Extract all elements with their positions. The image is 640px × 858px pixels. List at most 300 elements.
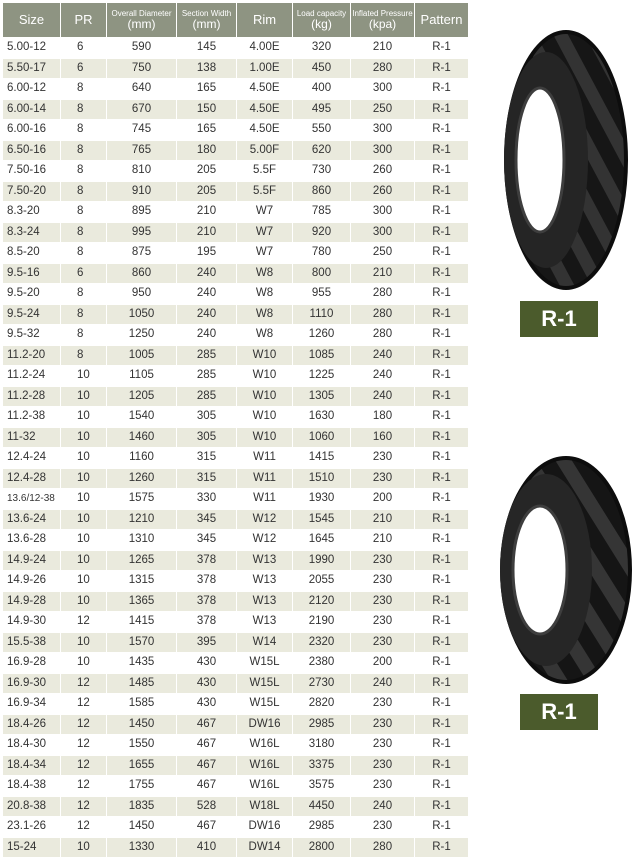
header-load-capacity — [293, 3, 351, 38]
table-row — [3, 653, 469, 674]
inflated-pressure-cell: 210 — [351, 38, 415, 59]
pr-cell: 10 — [61, 386, 107, 407]
pattern-cell: R-1 — [415, 530, 469, 551]
size-cell: 14.9-28 — [3, 591, 61, 612]
rim-cell: W14 — [237, 632, 293, 653]
pr-cell: 8 — [61, 345, 107, 366]
load-capacity-cell: 785 — [293, 202, 351, 223]
table-row — [3, 407, 469, 428]
size-cell: 15-24 — [3, 837, 61, 858]
size-cell: 18.4-30 — [3, 735, 61, 756]
pattern-cell: R-1 — [415, 796, 469, 817]
load-capacity-cell: 620 — [293, 140, 351, 161]
rim-cell: W10 — [237, 386, 293, 407]
section-width-cell: 240 — [177, 304, 237, 325]
size-cell: 7.50-16 — [3, 161, 61, 182]
table-row — [3, 468, 469, 489]
rim-cell: W16L — [237, 755, 293, 776]
pattern-cell: R-1 — [415, 345, 469, 366]
pattern-cell: R-1 — [415, 448, 469, 469]
rim-cell: W15L — [237, 653, 293, 674]
table-header-row — [3, 3, 469, 38]
overall-diameter-cell: 1415 — [107, 612, 177, 633]
rim-cell: DW14 — [237, 837, 293, 858]
section-width-cell: 378 — [177, 550, 237, 571]
load-capacity-cell: 800 — [293, 263, 351, 284]
pattern-cell: R-1 — [415, 284, 469, 305]
pattern-cell: R-1 — [415, 489, 469, 510]
section-width-cell: 345 — [177, 509, 237, 530]
load-capacity-cell: 1085 — [293, 345, 351, 366]
pattern-badge-top: R-1 — [520, 301, 598, 337]
table-row — [3, 509, 469, 530]
pr-cell: 12 — [61, 817, 107, 838]
inflated-pressure-cell: 250 — [351, 243, 415, 264]
overall-diameter-cell: 1160 — [107, 448, 177, 469]
table-row — [3, 243, 469, 264]
inflated-pressure-cell: 230 — [351, 632, 415, 653]
overall-diameter-cell: 1365 — [107, 591, 177, 612]
pr-cell: 10 — [61, 468, 107, 489]
load-capacity-cell: 1305 — [293, 386, 351, 407]
pattern-cell: R-1 — [415, 304, 469, 325]
rim-cell: W7 — [237, 222, 293, 243]
header-unit: (mm) — [127, 17, 156, 31]
load-capacity-cell: 920 — [293, 222, 351, 243]
load-capacity-cell: 550 — [293, 120, 351, 141]
header-label: Overall Diameter — [111, 9, 172, 18]
inflated-pressure-cell: 240 — [351, 673, 415, 694]
overall-diameter-cell: 1540 — [107, 407, 177, 428]
pattern-cell: R-1 — [415, 427, 469, 448]
section-width-cell: 240 — [177, 263, 237, 284]
load-capacity-cell: 3575 — [293, 776, 351, 797]
table-row — [3, 263, 469, 284]
rim-cell: 4.00E — [237, 38, 293, 59]
rim-cell: 5.5F — [237, 181, 293, 202]
rim-cell: 4.50E — [237, 79, 293, 100]
table-row — [3, 427, 469, 448]
pattern-cell: R-1 — [415, 755, 469, 776]
overall-diameter-cell: 1105 — [107, 366, 177, 387]
size-cell: 9.5-20 — [3, 284, 61, 305]
header-unit: (kg) — [311, 17, 332, 31]
rim-cell: 1.00E — [237, 58, 293, 79]
load-capacity-cell: 1510 — [293, 468, 351, 489]
pr-cell: 12 — [61, 735, 107, 756]
rim-cell: W18L — [237, 796, 293, 817]
section-width-cell: 315 — [177, 468, 237, 489]
section-width-cell: 305 — [177, 427, 237, 448]
overall-diameter-cell: 1575 — [107, 489, 177, 510]
rim-cell: 4.50E — [237, 120, 293, 141]
overall-diameter-cell: 1755 — [107, 776, 177, 797]
size-cell: 6.50-16 — [3, 140, 61, 161]
inflated-pressure-cell: 210 — [351, 509, 415, 530]
table-row — [3, 38, 469, 59]
inflated-pressure-cell: 230 — [351, 755, 415, 776]
overall-diameter-cell: 1205 — [107, 386, 177, 407]
pattern-cell: R-1 — [415, 653, 469, 674]
header-label: Inflated Pressure — [352, 9, 413, 18]
table-row — [3, 837, 469, 858]
overall-diameter-cell: 910 — [107, 181, 177, 202]
table-row — [3, 755, 469, 776]
size-cell: 14.9-26 — [3, 571, 61, 592]
pr-cell: 8 — [61, 325, 107, 346]
overall-diameter-cell: 810 — [107, 161, 177, 182]
pr-cell: 8 — [61, 243, 107, 264]
pattern-cell: R-1 — [415, 140, 469, 161]
inflated-pressure-cell: 300 — [351, 120, 415, 141]
header-pr: PR — [61, 3, 107, 38]
load-capacity-cell: 2985 — [293, 714, 351, 735]
pattern-cell: R-1 — [415, 571, 469, 592]
pr-cell: 10 — [61, 530, 107, 551]
pr-cell: 8 — [61, 202, 107, 223]
overall-diameter-cell: 1210 — [107, 509, 177, 530]
size-cell: 23.1-26 — [3, 817, 61, 838]
pattern-cell: R-1 — [415, 817, 469, 838]
load-capacity-cell: 1990 — [293, 550, 351, 571]
table-row — [3, 714, 469, 735]
rim-cell: DW16 — [237, 817, 293, 838]
table-row — [3, 140, 469, 161]
section-width-cell: 195 — [177, 243, 237, 264]
section-width-cell: 430 — [177, 673, 237, 694]
size-cell: 13.6/12-38 — [3, 489, 61, 510]
rim-cell: W8 — [237, 284, 293, 305]
rim-cell: W13 — [237, 612, 293, 633]
pattern-cell: R-1 — [415, 509, 469, 530]
load-capacity-cell: 495 — [293, 99, 351, 120]
size-cell: 5.50-17 — [3, 58, 61, 79]
pattern-cell: R-1 — [415, 550, 469, 571]
overall-diameter-cell: 640 — [107, 79, 177, 100]
pr-cell: 8 — [61, 120, 107, 141]
pattern-cell: R-1 — [415, 325, 469, 346]
pr-cell: 12 — [61, 796, 107, 817]
rim-cell: W13 — [237, 591, 293, 612]
pattern-cell: R-1 — [415, 386, 469, 407]
load-capacity-cell: 1225 — [293, 366, 351, 387]
rim-cell: W15L — [237, 673, 293, 694]
load-capacity-cell: 1645 — [293, 530, 351, 551]
pr-cell: 10 — [61, 837, 107, 858]
overall-diameter-cell: 875 — [107, 243, 177, 264]
pattern-cell: R-1 — [415, 468, 469, 489]
overall-diameter-cell: 1435 — [107, 653, 177, 674]
header-inflated-pressure — [351, 3, 415, 38]
size-cell: 6.00-14 — [3, 99, 61, 120]
table-row — [3, 591, 469, 612]
pr-cell: 10 — [61, 632, 107, 653]
inflated-pressure-cell: 230 — [351, 776, 415, 797]
load-capacity-cell: 2190 — [293, 612, 351, 633]
inflated-pressure-cell: 280 — [351, 58, 415, 79]
section-width-cell: 205 — [177, 181, 237, 202]
pr-cell: 6 — [61, 38, 107, 59]
header-label: Load capacity — [296, 9, 347, 18]
load-capacity-cell: 400 — [293, 79, 351, 100]
rim-cell: W12 — [237, 530, 293, 551]
size-cell: 6.00-16 — [3, 120, 61, 141]
pr-cell: 12 — [61, 714, 107, 735]
section-width-cell: 378 — [177, 612, 237, 633]
load-capacity-cell: 2730 — [293, 673, 351, 694]
size-cell: 13.6-24 — [3, 509, 61, 530]
rim-cell: W8 — [237, 304, 293, 325]
section-width-cell: 378 — [177, 571, 237, 592]
table-row — [3, 284, 469, 305]
table-row — [3, 120, 469, 141]
header-section-width — [177, 3, 237, 38]
inflated-pressure-cell: 230 — [351, 612, 415, 633]
table-row — [3, 386, 469, 407]
rim-cell: W7 — [237, 243, 293, 264]
inflated-pressure-cell: 180 — [351, 407, 415, 428]
inflated-pressure-cell: 230 — [351, 735, 415, 756]
inflated-pressure-cell: 280 — [351, 304, 415, 325]
load-capacity-cell: 3180 — [293, 735, 351, 756]
pattern-cell: R-1 — [415, 591, 469, 612]
pr-cell: 10 — [61, 489, 107, 510]
inflated-pressure-cell: 230 — [351, 468, 415, 489]
overall-diameter-cell: 1570 — [107, 632, 177, 653]
tire-spec-table — [2, 2, 469, 858]
section-width-cell: 180 — [177, 140, 237, 161]
rim-cell: W10 — [237, 345, 293, 366]
section-width-cell: 285 — [177, 366, 237, 387]
size-cell: 18.4-38 — [3, 776, 61, 797]
header-overall-diameter — [107, 3, 177, 38]
tire-image-top — [482, 20, 632, 295]
load-capacity-cell: 320 — [293, 38, 351, 59]
rim-cell: W16L — [237, 776, 293, 797]
overall-diameter-cell: 1315 — [107, 571, 177, 592]
pattern-cell: R-1 — [415, 673, 469, 694]
load-capacity-cell: 1630 — [293, 407, 351, 428]
size-cell: 16.9-34 — [3, 694, 61, 715]
size-cell: 11.2-28 — [3, 386, 61, 407]
inflated-pressure-cell: 210 — [351, 263, 415, 284]
rim-cell: DW16 — [237, 714, 293, 735]
header-label: Section Width — [181, 9, 232, 18]
size-cell: 11.2-24 — [3, 366, 61, 387]
inflated-pressure-cell: 300 — [351, 79, 415, 100]
size-cell: 20.8-38 — [3, 796, 61, 817]
table-row — [3, 796, 469, 817]
section-width-cell: 395 — [177, 632, 237, 653]
size-cell: 8.3-20 — [3, 202, 61, 223]
pattern-cell: R-1 — [415, 366, 469, 387]
size-cell: 9.5-16 — [3, 263, 61, 284]
inflated-pressure-cell: 230 — [351, 817, 415, 838]
section-width-cell: 467 — [177, 755, 237, 776]
rim-cell: W11 — [237, 448, 293, 469]
overall-diameter-cell: 1330 — [107, 837, 177, 858]
size-cell: 18.4-26 — [3, 714, 61, 735]
size-cell: 5.00-12 — [3, 38, 61, 59]
pattern-cell: R-1 — [415, 612, 469, 633]
table-row — [3, 550, 469, 571]
load-capacity-cell: 860 — [293, 181, 351, 202]
rim-cell: W11 — [237, 468, 293, 489]
table-row — [3, 571, 469, 592]
inflated-pressure-cell: 280 — [351, 284, 415, 305]
inflated-pressure-cell: 250 — [351, 99, 415, 120]
load-capacity-cell: 780 — [293, 243, 351, 264]
size-cell: 12.4-24 — [3, 448, 61, 469]
size-cell: 15.5-38 — [3, 632, 61, 653]
overall-diameter-cell: 1260 — [107, 468, 177, 489]
pr-cell: 10 — [61, 448, 107, 469]
overall-diameter-cell: 1585 — [107, 694, 177, 715]
table-row — [3, 673, 469, 694]
table-row — [3, 222, 469, 243]
inflated-pressure-cell: 230 — [351, 694, 415, 715]
overall-diameter-cell: 1450 — [107, 817, 177, 838]
load-capacity-cell: 4450 — [293, 796, 351, 817]
size-cell: 14.9-24 — [3, 550, 61, 571]
load-capacity-cell: 1545 — [293, 509, 351, 530]
load-capacity-cell: 3375 — [293, 755, 351, 776]
inflated-pressure-cell: 260 — [351, 161, 415, 182]
pr-cell: 8 — [61, 181, 107, 202]
pattern-cell: R-1 — [415, 181, 469, 202]
header-size: Size — [3, 3, 61, 38]
pr-cell: 8 — [61, 99, 107, 120]
section-width-cell: 165 — [177, 79, 237, 100]
pattern-cell: R-1 — [415, 714, 469, 735]
table-row — [3, 325, 469, 346]
overall-diameter-cell: 1005 — [107, 345, 177, 366]
header-rim: Rim — [237, 3, 293, 38]
table-row — [3, 817, 469, 838]
rim-cell: W11 — [237, 489, 293, 510]
pattern-cell: R-1 — [415, 263, 469, 284]
overall-diameter-cell: 1550 — [107, 735, 177, 756]
size-cell: 14.9-30 — [3, 612, 61, 633]
rim-cell: W8 — [237, 325, 293, 346]
inflated-pressure-cell: 240 — [351, 345, 415, 366]
pr-cell: 8 — [61, 140, 107, 161]
inflated-pressure-cell: 300 — [351, 202, 415, 223]
section-width-cell: 315 — [177, 448, 237, 469]
table-row — [3, 181, 469, 202]
pr-cell: 10 — [61, 427, 107, 448]
overall-diameter-cell: 1050 — [107, 304, 177, 325]
table-row — [3, 161, 469, 182]
load-capacity-cell: 2820 — [293, 694, 351, 715]
pr-cell: 12 — [61, 612, 107, 633]
pr-cell: 8 — [61, 304, 107, 325]
rim-cell: W12 — [237, 509, 293, 530]
inflated-pressure-cell: 230 — [351, 571, 415, 592]
overall-diameter-cell: 670 — [107, 99, 177, 120]
header-unit: (kpa) — [368, 17, 397, 31]
pr-cell: 8 — [61, 222, 107, 243]
pr-cell: 10 — [61, 509, 107, 530]
rim-cell: W13 — [237, 550, 293, 571]
size-cell: 8.3-24 — [3, 222, 61, 243]
pr-cell: 6 — [61, 263, 107, 284]
load-capacity-cell: 1060 — [293, 427, 351, 448]
table-row — [3, 694, 469, 715]
overall-diameter-cell: 1265 — [107, 550, 177, 571]
overall-diameter-cell: 950 — [107, 284, 177, 305]
section-width-cell: 467 — [177, 714, 237, 735]
pattern-cell: R-1 — [415, 243, 469, 264]
pr-cell: 8 — [61, 284, 107, 305]
pattern-cell: R-1 — [415, 120, 469, 141]
pattern-cell: R-1 — [415, 161, 469, 182]
size-cell: 11-32 — [3, 427, 61, 448]
overall-diameter-cell: 1450 — [107, 714, 177, 735]
header-unit: (mm) — [192, 17, 221, 31]
section-width-cell: 145 — [177, 38, 237, 59]
inflated-pressure-cell: 200 — [351, 653, 415, 674]
section-width-cell: 210 — [177, 202, 237, 223]
table-row — [3, 304, 469, 325]
section-width-cell: 528 — [177, 796, 237, 817]
overall-diameter-cell: 1835 — [107, 796, 177, 817]
load-capacity-cell: 2985 — [293, 817, 351, 838]
rim-cell: W13 — [237, 571, 293, 592]
table-row — [3, 79, 469, 100]
size-cell: 18.4-34 — [3, 755, 61, 776]
overall-diameter-cell: 1460 — [107, 427, 177, 448]
section-width-cell: 378 — [177, 591, 237, 612]
table-body — [3, 38, 469, 858]
pr-cell: 10 — [61, 366, 107, 387]
table-row — [3, 735, 469, 756]
table-row — [3, 99, 469, 120]
size-cell: 11.2-20 — [3, 345, 61, 366]
size-cell: 11.2-38 — [3, 407, 61, 428]
overall-diameter-cell: 1655 — [107, 755, 177, 776]
load-capacity-cell: 450 — [293, 58, 351, 79]
pr-cell: 12 — [61, 673, 107, 694]
section-width-cell: 240 — [177, 325, 237, 346]
pattern-cell: R-1 — [415, 99, 469, 120]
pattern-cell: R-1 — [415, 79, 469, 100]
section-width-cell: 165 — [177, 120, 237, 141]
pr-cell: 12 — [61, 776, 107, 797]
pattern-cell: R-1 — [415, 222, 469, 243]
rim-cell: W10 — [237, 407, 293, 428]
pr-cell: 10 — [61, 550, 107, 571]
load-capacity-cell: 2800 — [293, 837, 351, 858]
overall-diameter-cell: 1310 — [107, 530, 177, 551]
inflated-pressure-cell: 260 — [351, 181, 415, 202]
pattern-cell: R-1 — [415, 407, 469, 428]
section-width-cell: 240 — [177, 284, 237, 305]
section-width-cell: 330 — [177, 489, 237, 510]
size-cell: 6.00-12 — [3, 79, 61, 100]
load-capacity-cell: 955 — [293, 284, 351, 305]
rim-cell: W16L — [237, 735, 293, 756]
section-width-cell: 150 — [177, 99, 237, 120]
section-width-cell: 210 — [177, 222, 237, 243]
size-cell: 8.5-20 — [3, 243, 61, 264]
load-capacity-cell: 2320 — [293, 632, 351, 653]
section-width-cell: 285 — [177, 345, 237, 366]
overall-diameter-cell: 745 — [107, 120, 177, 141]
inflated-pressure-cell: 230 — [351, 448, 415, 469]
size-cell: 16.9-28 — [3, 653, 61, 674]
load-capacity-cell: 2380 — [293, 653, 351, 674]
